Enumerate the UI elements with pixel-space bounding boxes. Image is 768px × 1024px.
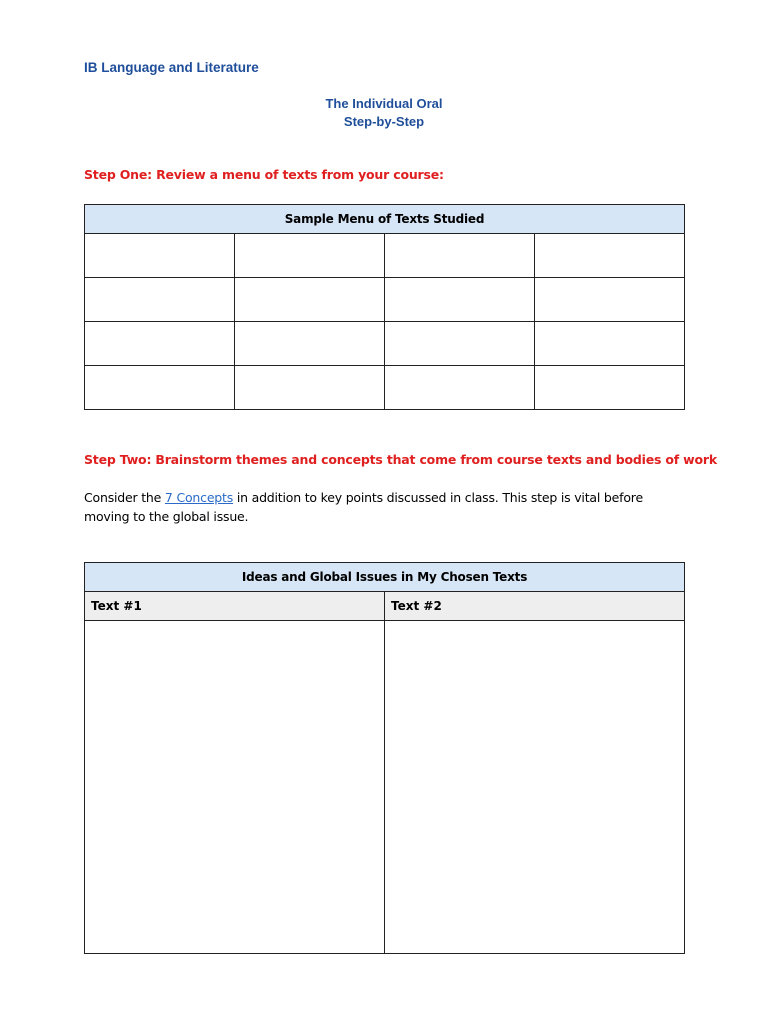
table-row — [85, 278, 685, 322]
table-cell[interactable] — [85, 366, 235, 410]
table-cell[interactable] — [85, 278, 235, 322]
table-cell[interactable] — [235, 234, 385, 278]
table-cell[interactable] — [385, 234, 535, 278]
table-cell[interactable] — [535, 278, 685, 322]
table-cell[interactable] — [535, 366, 685, 410]
table-cell[interactable] — [535, 322, 685, 366]
document-title: The Individual Oral — [325, 96, 443, 111]
step-one-heading: Step One: Review a menu of texts from your course: — [84, 167, 444, 182]
menu-of-texts-table — [84, 204, 685, 410]
table-cell[interactable] — [235, 366, 385, 410]
instruction-text: Consider the — [84, 490, 165, 505]
table-cell[interactable] — [535, 234, 685, 278]
table-cell[interactable] — [385, 322, 535, 366]
menu-table-header: Sample Menu of Texts Studied — [85, 205, 685, 234]
course-title: IB Language and Literature — [84, 60, 259, 75]
document-subtitle: Step-by-Step — [343, 114, 425, 129]
table-cell[interactable] — [385, 366, 535, 410]
table-cell[interactable] — [85, 234, 235, 278]
step-two-instructions — [84, 488, 684, 526]
column-header-text-2: Text #2 — [385, 592, 685, 621]
table-row — [85, 322, 685, 366]
step-two-heading: Step Two: Brainstorm themes and concepts that come from course texts and bodies of work — [84, 452, 717, 467]
text-2-notes-cell[interactable] — [385, 621, 685, 954]
table-cell[interactable] — [385, 278, 535, 322]
text-1-notes-cell[interactable] — [85, 621, 385, 954]
column-header-text-1: Text #1 — [85, 592, 385, 621]
ideas-global-issues-table — [84, 562, 685, 954]
table-cell[interactable] — [235, 278, 385, 322]
table-cell[interactable] — [235, 322, 385, 366]
seven-concepts-link[interactable]: 7 Concepts — [164, 490, 234, 505]
table-cell[interactable] — [85, 322, 235, 366]
ideas-table-header: Ideas and Global Issues in My Chosen Texts — [85, 563, 685, 592]
table-row — [85, 234, 685, 278]
table-row — [85, 366, 685, 410]
instruction-text: in addition to key points discussed in class. This step is vital before moving to the global issue. — [84, 490, 643, 524]
